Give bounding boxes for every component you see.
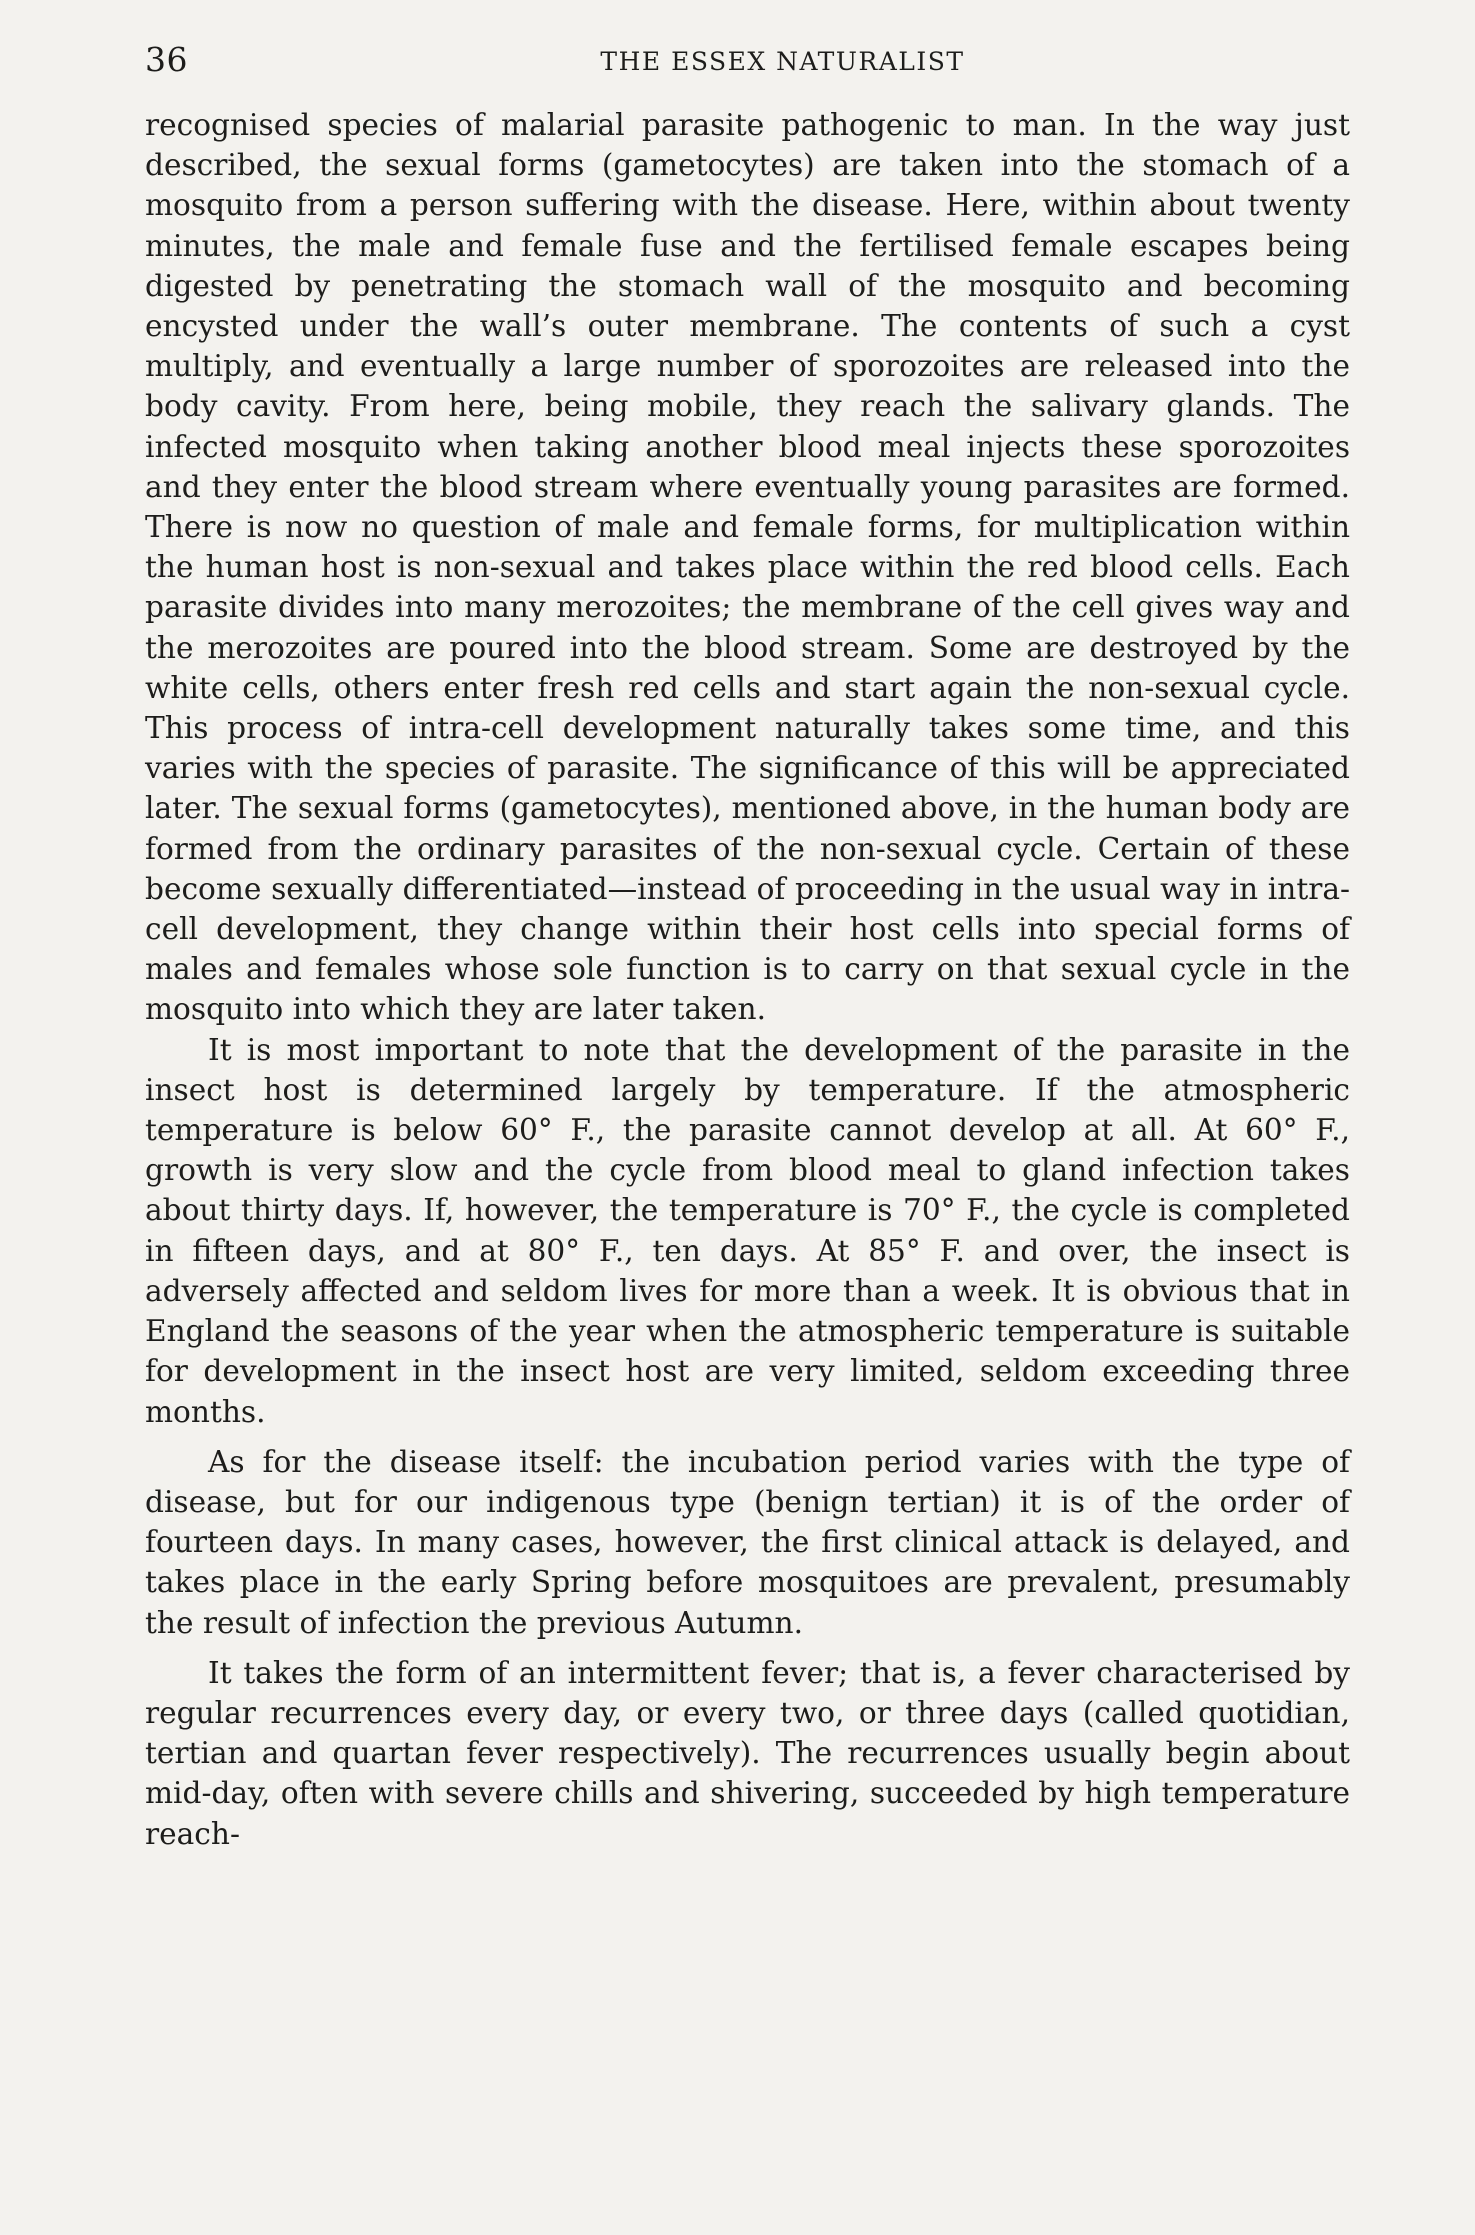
page-number: 36 [145, 40, 188, 79]
running-head: THE ESSEX NATURALIST [600, 47, 965, 76]
body-text [145, 105, 1350, 1854]
paragraph-4: It takes the form of an intermittent fever; that is, a fever characterised by regular recurrences every day, or every two, or three days (called quotidian, tertian and quartan fever respectively). The recurrences usually begin about mid-day, often with severe chills and shivering, succeeded by high temperature reach- [145, 1655, 1350, 1851]
paragraph-2: It is most important to note that the development of the parasite in the insect host is determined largely by temperature. If the atmospheric temperature is below 60° F., the parasite cannot develop at all. At 60° F., growth is very slow and the cycle from blood meal to gland infection takes about thirty days. If, however, the temperature is 70° F., the cycle is completed in fifteen days, and at 80° F., ten days. At 85° F. and over, the insect is adversely affected and seldom lives for more than a week. It is obvious that in England the seasons of the year when the atmospheric temperature is suitable for development in the insect host are very limited, seldom exceeding three months. [145, 1032, 1350, 1429]
page-header [145, 40, 1350, 80]
paragraph-3: As for the disease itself: the incubation period varies with the type of disease, but for our indigenous type (benign tertian) it is of the order of fourteen days. In many cases, however, the first clinical attack is delayed, and takes place in the early Spring before mosquitoes are prevalent, presumably the result of infection the previous Autumn. [145, 1444, 1350, 1640]
paragraph-1: recognised species of malarial parasite pathogenic to man. In the way just described, the sexual forms (gametocytes) are taken into the stomach of a mosquito from a person suffering with the disease. Here, within about twenty minutes, the male and female fuse and the fertilised female escapes being digested by penetrating the stomach wall of the mosquito and becoming encysted under the wall’s outer membrane. The contents of such a cyst multiply, and eventually a large number of sporozoites are released into the body cavity. From here, being mobile, they reach the salivary glands. The infected mosquito when taking another blood meal injects these sporozoites and they enter the blood stream where eventually young parasites are formed. There is now no question of male and female forms, for multiplication within the human host is non-sexual and takes place within the red blood cells. Each parasite divides into many merozoites; the membrane of the cell gives way and the merozoites are poured into the blood stream. Some are destroyed by the white cells, others enter fresh red cells and start again the non-sexual cycle. This process of intra-cell development naturally takes some time, and this varies with the species of parasite. The significance of this will be appreciated later. The sexual forms (gametocytes), mentioned above, in the human body are formed from the ordinary parasites of the non-sexual cycle. Certain of these become sexually differentiated—instead of proceeding in the usual way in intra-cell development, they change within their host cells into special forms of males and females whose sole function is to carry on that sexual cycle in the mosquito into which they are later taken. [145, 108, 1350, 1027]
